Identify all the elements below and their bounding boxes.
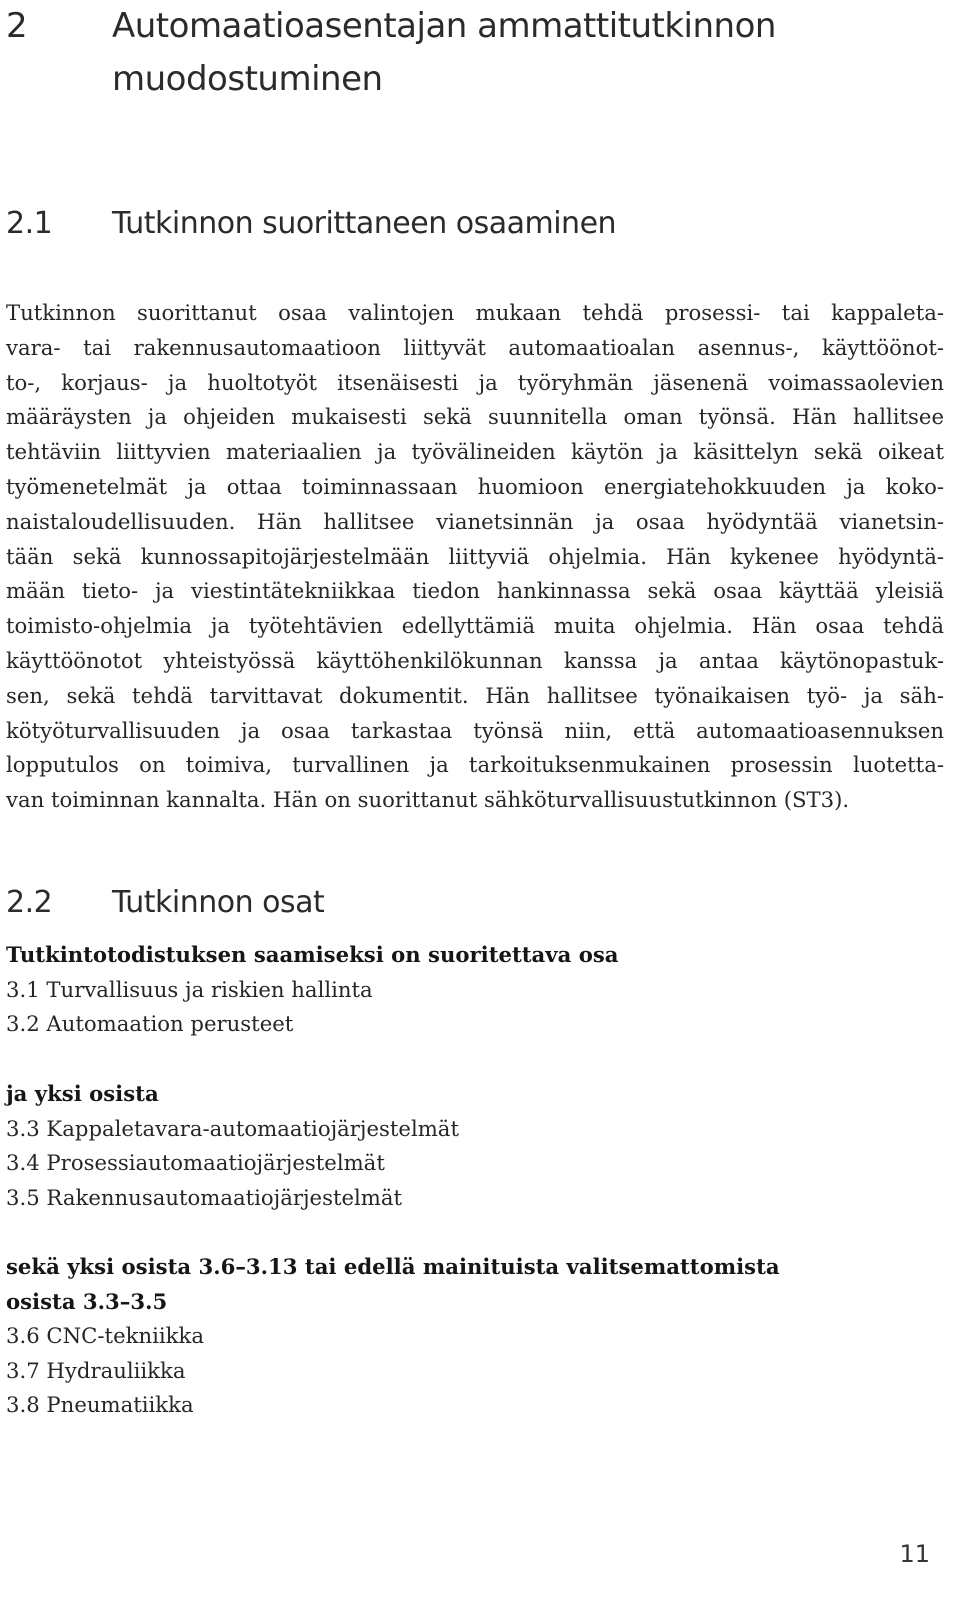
paragraph-line: Tutkinnon suorittanut osaa valintojen mukaan tehdä prosessi- tai kappaleta- xyxy=(6,300,944,325)
section-2-1-title: Tutkinnon suorittaneen osaaminen xyxy=(112,206,617,241)
paragraph-line: naistaloudellisuuden. Hän hallitsee vianetsinnän ja osaa hyödyntää vianetsin- xyxy=(6,508,944,534)
section-2-1-number: 2.1 xyxy=(6,206,53,241)
list-item: 3.3 Kappaletavara-automaatiojärjestelmät xyxy=(6,1115,459,1141)
paragraph-line: sen, sekä tehdä tarvittavat dokumentit. Hän hallitsee työnaikaisen työ- ja säh- xyxy=(6,682,944,708)
list-item: 3.7 Hydrauliikka xyxy=(6,1357,186,1383)
paragraph-line: kötyöturvallisuuden ja osaa tarkastaa työnsä niin, että automaatioasennuksen xyxy=(6,717,944,743)
paragraph-line: vara- tai rakennusautomaatioon liittyvät automaatioalan asennus-, käyttöönot- xyxy=(6,334,944,360)
required-modules-heading: Tutkintotodistuksen saamiseksi on suoritettava osa xyxy=(6,942,619,967)
one-of-modules-list xyxy=(6,1077,946,1215)
list-item: 3.1 Turvallisuus ja riskien hallinta xyxy=(6,976,373,1002)
paragraph-line: mään tieto- ja viestintätekniikkaa tiedon hankinnassa sekä osaa käyttää yleisiä xyxy=(6,578,944,604)
list-item: 3.6 CNC-tekniikka xyxy=(6,1323,204,1349)
required-modules-list xyxy=(6,938,946,1042)
section-2-2-number: 2.2 xyxy=(6,885,53,920)
paragraph-line: määräysten ja ohjeiden mukaisesti sekä suunnitella oman työnsä. Hän hallitsee xyxy=(6,404,944,430)
chapter-title-line-1: Automaatioasentajan ammattitutkinnon xyxy=(112,6,776,46)
paragraph-line: käyttöönotot yhteistyössä käyttöhenkilökunnan kanssa ja antaa käytönopastuk- xyxy=(6,647,944,673)
list-item: 3.8 Pneumatiikka xyxy=(6,1392,194,1418)
list-item: 3.5 Rakennusautomaatiojärjestelmät xyxy=(6,1184,403,1210)
page-number: 11 xyxy=(899,1540,930,1568)
one-of-modules-heading: ja yksi osista xyxy=(6,1081,159,1106)
optional-modules-heading-line-2: osista 3.3–3.5 xyxy=(6,1288,168,1314)
paragraph-line: tehtäviin liittyvien materiaalien ja työvälineiden käytön ja käsittelyn sekä oikeat xyxy=(6,439,944,465)
list-item: 3.2 Automaation perusteet xyxy=(6,1011,294,1037)
paragraph-line: tään sekä kunnossapitojärjestelmään liittyviä ohjelmia. Hän kykenee hyödyntä- xyxy=(6,543,944,569)
optional-modules-heading-line-1: sekä yksi osista 3.6–3.13 tai edellä mainituista valitsemattomista xyxy=(6,1254,780,1279)
paragraph-line: työmenetelmät ja ottaa toiminnassaan huomioon energiatehokkuuden ja koko- xyxy=(6,473,944,499)
chapter-title xyxy=(112,0,872,106)
paragraph-line: to-, korjaus- ja huoltotyöt itsenäisesti ja työryhmän jäsenenä voimassaolevien xyxy=(6,369,944,395)
paragraph-line: toimisto-ohjelmia ja työtehtävien edellyttämiä muita ohjelmia. Hän osaa tehdä xyxy=(6,613,944,639)
section-2-1-paragraph xyxy=(6,296,944,818)
section-2-1-heading xyxy=(6,204,616,244)
paragraph-line: van toiminnan kannalta. Hän on suorittanut sähköturvallisuustutkinnon (ST3). xyxy=(6,787,850,813)
list-item: 3.4 Prosessiautomaatiojärjestelmät xyxy=(6,1150,385,1176)
chapter-number: 2 xyxy=(6,6,28,46)
section-2-2-title: Tutkinnon osat xyxy=(112,885,325,920)
optional-modules-list xyxy=(6,1250,946,1423)
section-2-2-heading xyxy=(6,883,324,923)
chapter-title-line-2: muodostuminen xyxy=(112,59,383,99)
chapter-heading xyxy=(6,0,872,106)
paragraph-line: lopputulos on toimiva, turvallinen ja tarkoituksenmukainen prosessin luotetta- xyxy=(6,752,944,778)
